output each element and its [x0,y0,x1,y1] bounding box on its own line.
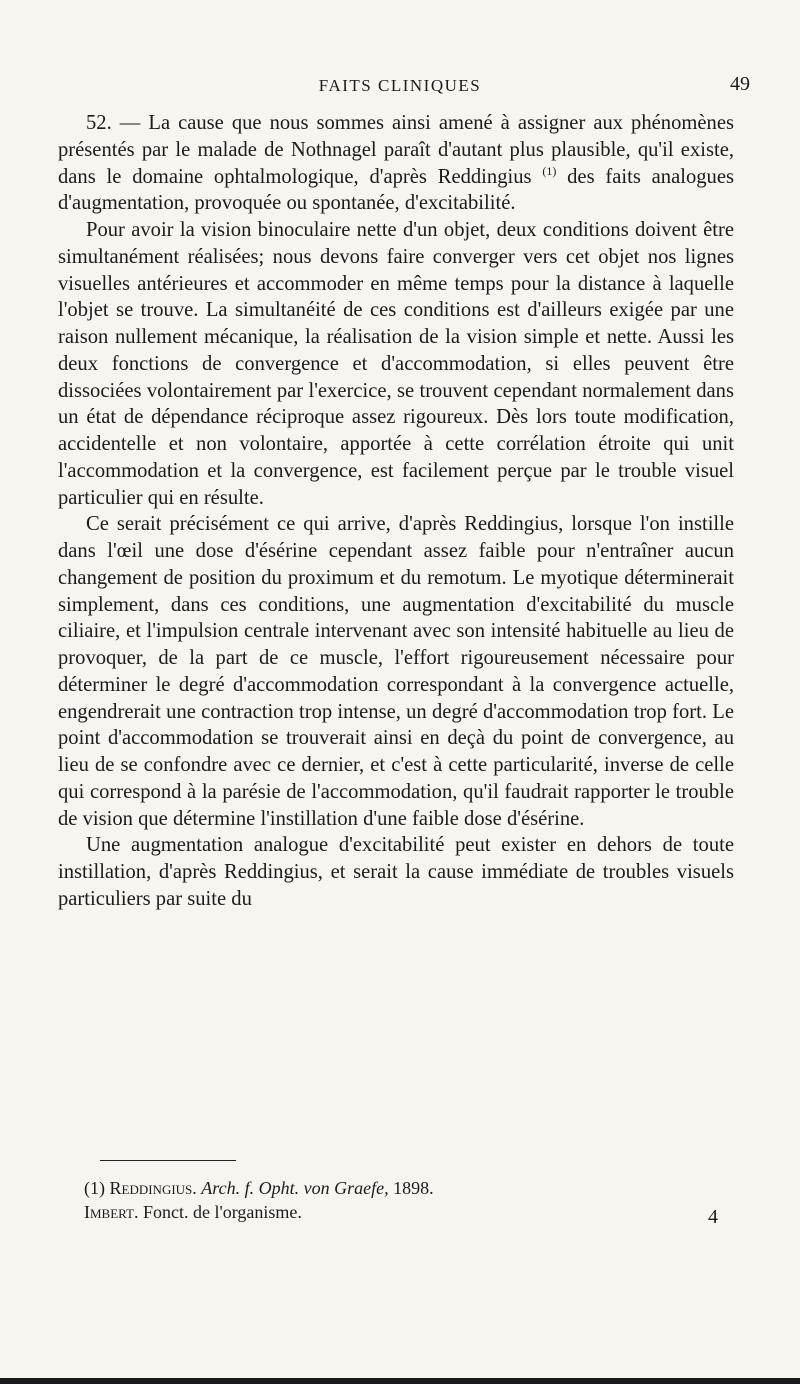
paragraph-text: des faits analogues d'augmentation, provoquée ou spontanée, d'excitabilité. [58,165,734,215]
footnote-source: Fonct. de l'organisme. [143,1202,302,1222]
paragraph: Une augmentation analogue d'excitabilité peut exister en dehors de toute instillation, d'après Reddingius, et serait la cause immédiate de troubles visuels particuliers par suite du [58,834,734,910]
page-number: 49 [730,73,750,95]
footnote-author: Reddingius. [109,1178,197,1198]
footnote-ref: (1) [542,163,557,178]
footnote-rule [100,1160,236,1161]
footnotes [84,1176,724,1224]
footnote-2 [84,1200,724,1224]
running-title: FAITS CLINIQUES [318,76,482,95]
paragraph-text: 52. — La cause que nous sommes ainsi amené à assigner aux phénomènes présentés par le malade de Nothnagel paraît d'autant plus plausible, qu'il existe, dans le domaine ophtalmologique, d'après Reddingius [58,112,734,188]
paragraph: Ce serait précisément ce qui arrive, d'après Reddingius, lorsque l'on instille dans l'œil une dose d'ésérine cependant assez faible pour n'entraîner aucun changement de position du proximum et du remotum. Le myotique déterminerait simplement, dans ces conditions, une augmentation d'excitabilité du muscle ciliaire, et l'impulsion centrale intervenant avec son intensité habituelle au lieu de provoquer, de la part de ce muscle, l'effort rigoureusement nécessaire pour déterminer le degré d'accommodation correspondant à la convergence actuelle, engendrerait une contraction trop intense, un degré d'accommodation trop fort. Le point d'accommodation se trouverait ainsi en deçà du point de convergence, au lieu de se confondre avec ce dernier, et c'est à cette particularité, inverse de celle qui correspond à la parésie de l'accommodation, qu'il faudrait rapporter le trouble de vision que détermine l'instillation d'une faible dose d'ésérine. [58,513,734,830]
body-text [58,110,734,913]
footnote-1 [84,1176,724,1200]
footnote-source: Arch. f. Opht. von Graefe, [201,1178,389,1198]
footnote-marker: (1) [84,1178,105,1198]
page-bottom-edge [0,1378,800,1384]
paragraph-52 [58,110,734,217]
footnote-author: Imbert. [84,1202,139,1222]
signature-mark: 4 [708,1206,718,1228]
paragraph: Pour avoir la vision binoculaire nette d'un objet, deux conditions doivent être simultanément réalisées; nous devons faire converger vers cet objet nos lignes visuelles antérieures et accommoder en même temps pour la distance à laquelle l'objet se trouve. La simultanéité de ces conditions est d'ailleurs exigée par une raison nullement mécanique, la réalisation de la vision simple et nette. Aussi les deux fonctions de convergence et d'accommodation, si elles peuvent être dissociées volontairement par l'exercice, se trouvent cependant normalement dans un état de dépendance réciproque assez rigoureux. Dès lors toute modification, accidentelle et non volontaire, apportée à cette corrélation étroite qui unit l'accommodation et la convergence, est facilement perçue par le trouble visuel particulier qui en résulte. [58,219,734,509]
page-header [0,73,800,98]
footnote-year: 1898. [393,1178,434,1198]
